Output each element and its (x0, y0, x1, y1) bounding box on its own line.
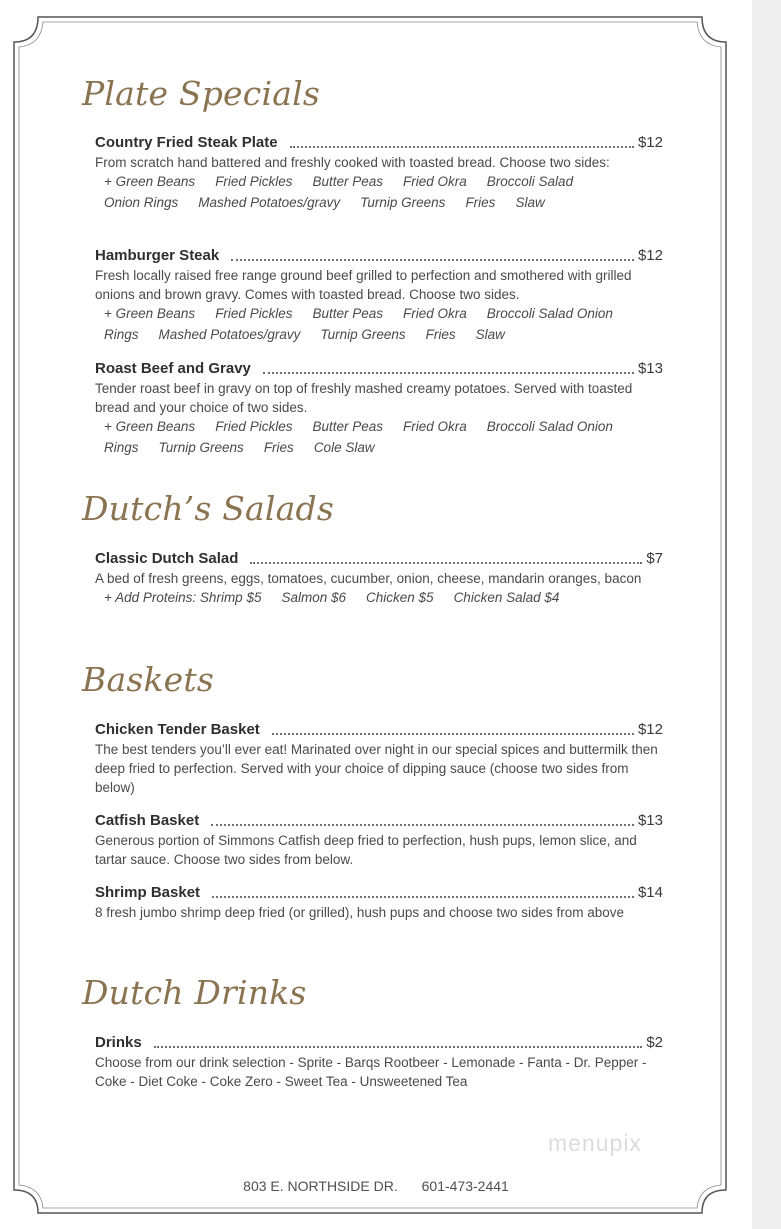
protein-option: Chicken $5 (366, 590, 434, 606)
menu-item-catfish-basket (95, 811, 663, 869)
side-option: Fried Pickles (215, 306, 293, 322)
protein-option: Salmon $6 (281, 590, 347, 606)
protein-option: Chicken Salad $4 (453, 590, 560, 606)
side-option: Slaw (475, 326, 505, 342)
item-name: Drinks (95, 1034, 142, 1051)
item-price: $12 (637, 247, 663, 264)
leader-dots (250, 561, 642, 564)
side-option: Cole Slaw (313, 439, 375, 455)
side-option: Fries (263, 439, 294, 455)
item-description: Generous portion of Simmons Catfish deep fried to perfection, hush pups, lemon slice, and tartar sauce. Choose two sides from below. (95, 833, 637, 868)
footer-address: 803 E. NORTHSIDE DR. (243, 1178, 398, 1194)
protein-option: + Add Proteins: Shrimp $5 (104, 590, 262, 606)
item-name: Classic Dutch Salad (95, 550, 239, 567)
page-margin (752, 0, 781, 1229)
footer-phone: 601-473-2441 (421, 1178, 509, 1194)
item-description: A bed of fresh greens, eggs, tomatoes, cucumber, onion, cheese, mandarin oranges, bacon (95, 571, 642, 586)
item-name: Chicken Tender Basket (95, 721, 260, 738)
section-title-plate-specials: Plate Specials (82, 74, 320, 113)
side-option: Fried Pickles (215, 174, 293, 190)
section-title-dutchs-salads: Dutch’s Salads (82, 489, 334, 528)
side-option: Fries (465, 194, 496, 210)
side-option: Turnip Greens (360, 194, 446, 210)
sides-list (95, 172, 663, 213)
side-option: Mashed Potatoes/gravy (158, 326, 301, 342)
side-option: Fried Okra (403, 306, 467, 322)
leader-dots (272, 732, 634, 735)
item-description: The best tenders you’ll ever eat! Marinated over night in our special spices and buttermilk then deep fried to perfection. Served with your choice of dipping sauce (choose two sides from below) (95, 742, 658, 796)
item-name: Roast Beef and Gravy (95, 360, 251, 377)
side-option: Turnip Greens (320, 326, 406, 342)
item-price: $2 (646, 1034, 663, 1051)
side-option: Fried Okra (403, 419, 467, 435)
item-description: Fresh locally raised free range ground beef grilled to perfection and smothered with grilled onions and brown gravy. Comes with toasted bread. Choose two sides. (95, 268, 632, 303)
section-title-baskets: Baskets (82, 660, 214, 699)
item-name: Country Fried Steak Plate (95, 134, 278, 151)
side-option: Fried Okra (403, 174, 467, 190)
item-price: $14 (637, 884, 663, 901)
add-protein-list (95, 588, 663, 609)
side-option: Butter Peas (312, 306, 384, 322)
side-option: + Green Beans (104, 419, 196, 435)
menu-item-hamburger-steak (95, 246, 663, 345)
item-name: Shrimp Basket (95, 884, 201, 901)
item-price: $13 (637, 360, 663, 377)
watermark-logo: menupix (548, 1130, 642, 1156)
side-option: Slaw (515, 194, 545, 210)
side-option: Fries (425, 326, 456, 342)
side-option: Turnip Greens (158, 439, 244, 455)
menu-item-roast-beef (95, 359, 663, 458)
side-option: Fried Pickles (215, 419, 293, 435)
side-option: Broccoli Salad Onion (486, 306, 613, 322)
leader-dots (231, 258, 634, 261)
side-option: Rings (104, 326, 139, 342)
side-option: Butter Peas (312, 419, 384, 435)
item-name: Hamburger Steak (95, 247, 220, 264)
side-option: + Green Beans (104, 174, 196, 190)
menu-item-classic-dutch-salad (95, 549, 663, 609)
item-description: Choose from our drink selection - Sprite - Barqs Rootbeer - Lemonade - Fanta - Dr. Pepper - Coke - Diet Coke - Coke Zero - Sweet Tea - Unsweetened Tea (95, 1055, 647, 1090)
leader-dots (211, 823, 634, 826)
sides-list (95, 304, 663, 345)
section-title-dutch-drinks: Dutch Drinks (82, 973, 307, 1012)
item-price: $7 (646, 550, 663, 567)
menu-item-chicken-tender-basket (95, 720, 663, 798)
menu-item-drinks (95, 1033, 663, 1091)
side-option: Mashed Potatoes/gravy (198, 194, 341, 210)
leader-dots (154, 1045, 643, 1048)
side-option: Rings (104, 439, 139, 455)
item-description: 8 fresh jumbo shrimp deep fried (or grilled), hush pups and choose two sides from above (95, 905, 625, 920)
leader-dots (212, 895, 634, 898)
leader-dots (263, 371, 634, 374)
menu-item-country-fried-steak (95, 133, 663, 213)
sides-list (95, 417, 663, 458)
leader-dots (290, 145, 634, 148)
side-option: Butter Peas (312, 174, 384, 190)
footer (0, 1178, 752, 1194)
item-description: From scratch hand battered and freshly cooked with toasted bread. Choose two sides: (95, 155, 610, 170)
side-option: Broccoli Salad Onion (486, 419, 613, 435)
side-option: Broccoli Salad (486, 174, 574, 190)
menu-item-shrimp-basket (95, 883, 663, 922)
item-name: Catfish Basket (95, 812, 200, 829)
side-option: Onion Rings (104, 194, 179, 210)
item-price: $12 (637, 721, 663, 738)
item-price: $12 (637, 134, 663, 151)
item-price: $13 (637, 812, 663, 829)
side-option: + Green Beans (104, 306, 196, 322)
item-description: Tender roast beef in gravy on top of freshly mashed creamy potatoes. Served with toasted bread and your choice of two sides. (95, 381, 633, 416)
